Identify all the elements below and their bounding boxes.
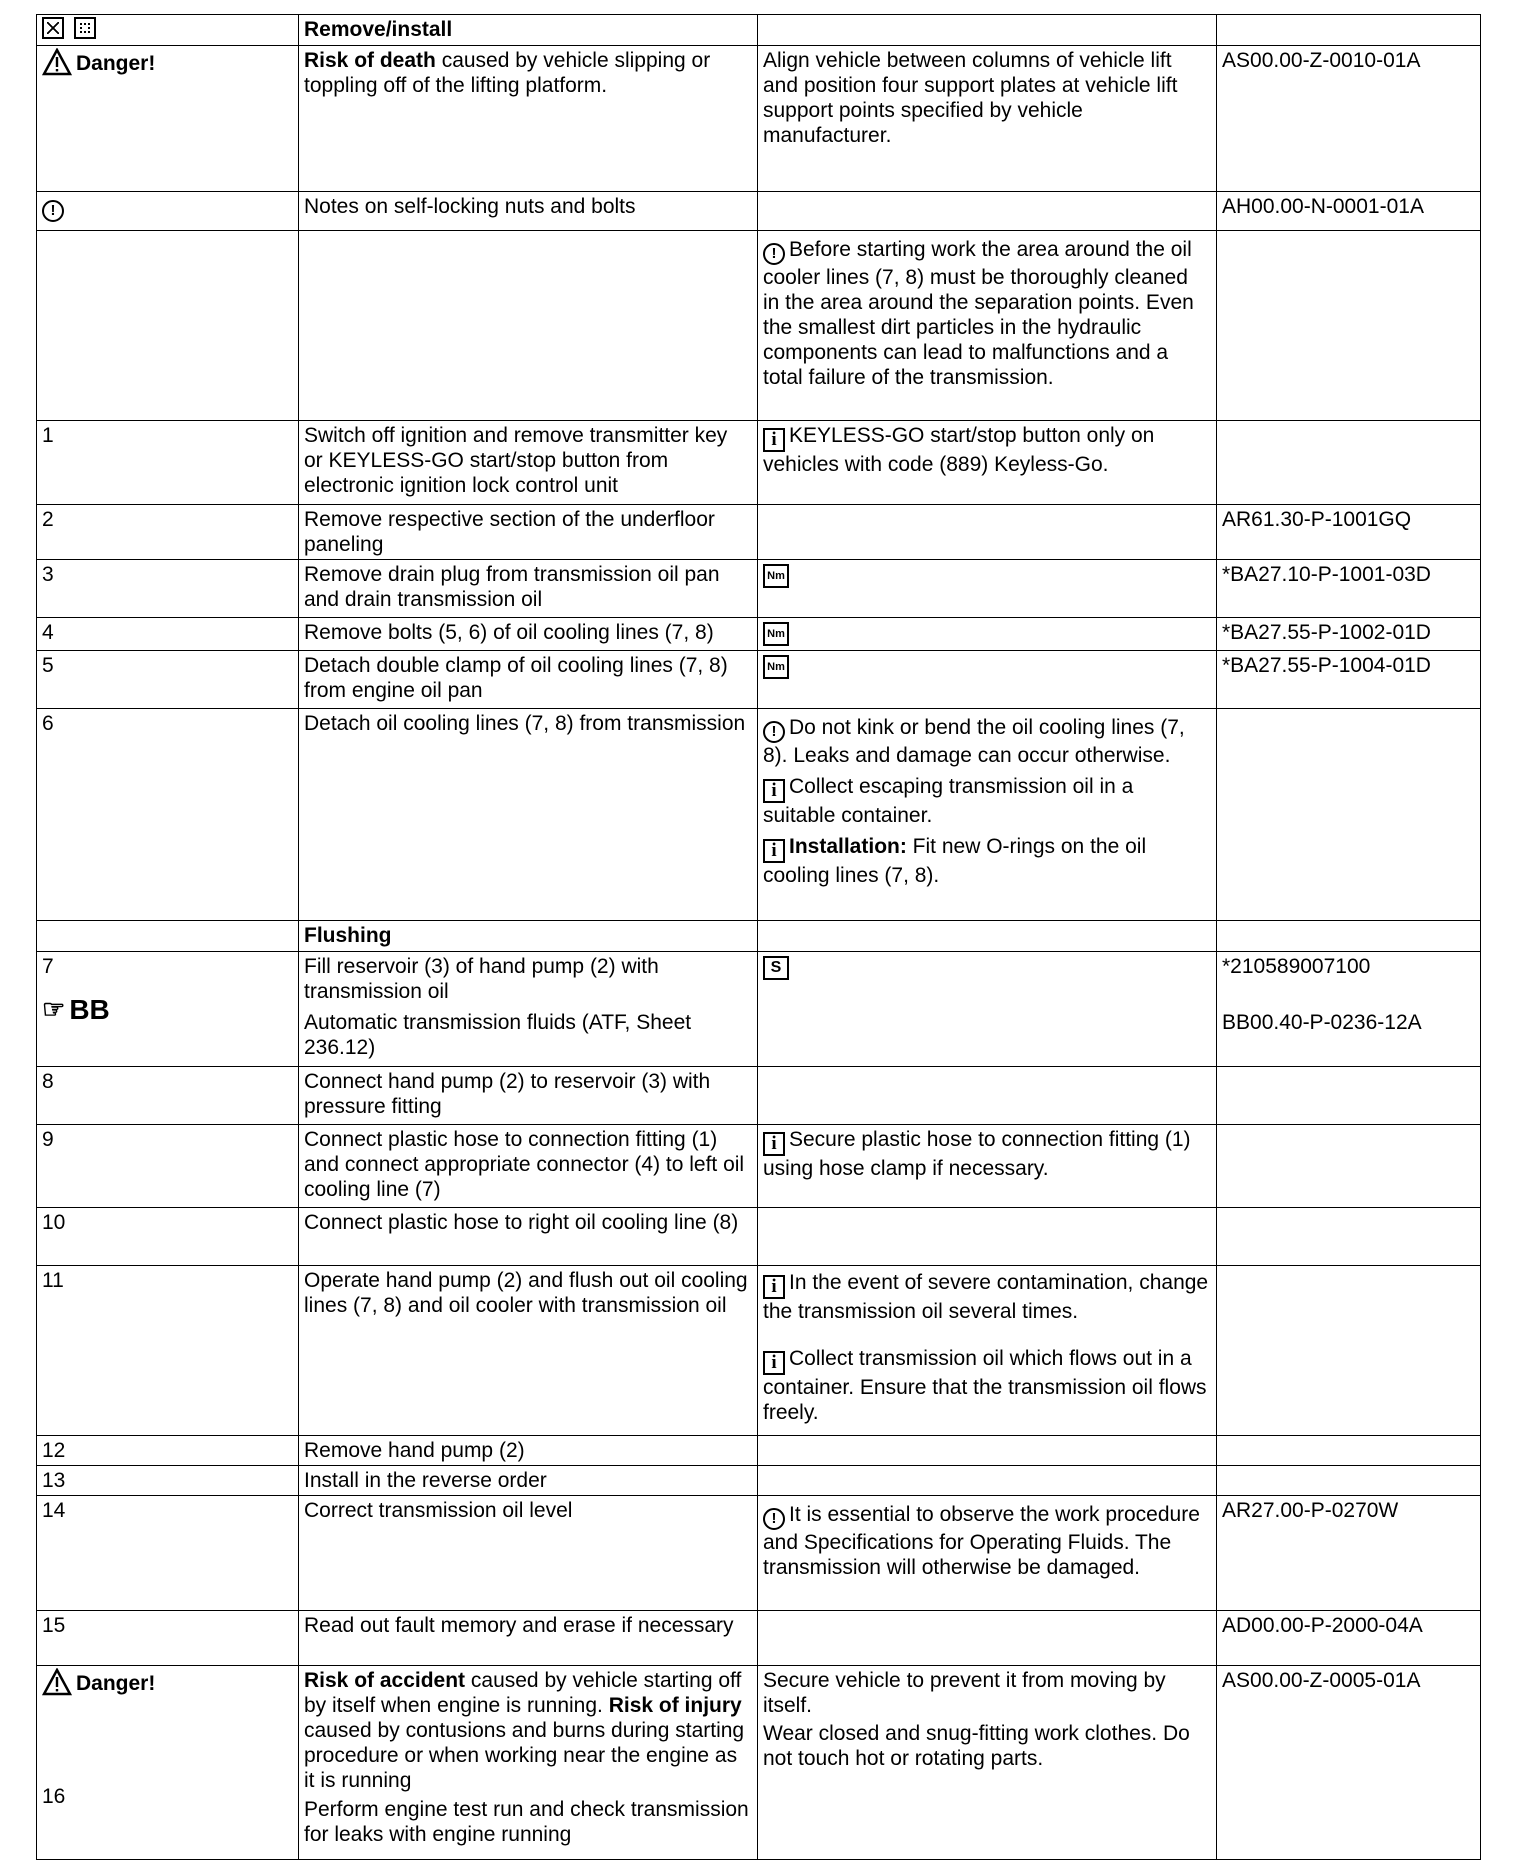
- procedure-table: [36, 14, 1481, 1860]
- step-number: 15: [37, 1611, 299, 1666]
- step-number: 16: [42, 1785, 66, 1808]
- step-number: 1: [37, 421, 299, 505]
- installation-label: Installation:: [789, 835, 907, 858]
- danger-row: [37, 46, 1481, 192]
- note-circle-icon: !: [763, 243, 785, 265]
- step-row: [37, 1125, 1481, 1208]
- warning-triangle-icon: [42, 48, 72, 76]
- step-number: 10: [37, 1208, 299, 1266]
- danger-risk-bold: Risk of injury: [608, 1694, 742, 1717]
- danger-risk-bold: Risk of death: [304, 49, 436, 72]
- step-text: Remove bolts (5, 6) of oil cooling lines (7, 8): [299, 618, 758, 651]
- step-text: Detach oil cooling lines (7, 8) from transmission: [299, 709, 758, 921]
- subheading-row: [37, 921, 1481, 952]
- danger-risk-bold: Risk of accident: [304, 1669, 466, 1692]
- danger-remedy: Secure vehicle to prevent it from moving by itself.: [763, 1669, 1166, 1717]
- bb-reference[interactable]: [42, 994, 110, 1025]
- step-text: Fill reservoir (3) of hand pump (2) with transmission oil: [304, 955, 659, 1003]
- step-number: 2: [37, 505, 299, 560]
- info-i-icon[interactable]: i: [763, 1132, 785, 1156]
- step-number: 5: [37, 651, 299, 709]
- step-number: 12: [37, 1436, 299, 1466]
- reference-link[interactable]: AR27.00-P-0270W: [1217, 1496, 1481, 1611]
- step-note: Collect transmission oil which flows out in a container. Ensure that the transmission oil flows freely.: [763, 1347, 1207, 1424]
- step-text: Remove drain plug from transmission oil pan and drain transmission oil: [299, 560, 758, 618]
- step-row: [37, 505, 1481, 560]
- step-number: 7: [42, 955, 54, 978]
- step-number: 11: [37, 1266, 299, 1436]
- step-number: 8: [37, 1067, 299, 1125]
- torque-nm-icon[interactable]: Nm: [763, 622, 789, 646]
- step-row: [37, 1208, 1481, 1266]
- danger-risk-text: caused by vehicle starting off by itself when engine is running.: [304, 1669, 742, 1717]
- reference-link[interactable]: AS00.00-Z-0010-01A: [1217, 46, 1481, 192]
- step-number: 3: [37, 560, 299, 618]
- reference-link[interactable]: *210589007100: [1222, 955, 1371, 978]
- step-row: [37, 709, 1481, 921]
- step-note: Fit new O-rings on the oil cooling lines (7, 8).: [763, 835, 1147, 887]
- reference-link[interactable]: AR61.30-P-1001GQ: [1217, 505, 1481, 560]
- step-note: Secure plastic hose to connection fitting (1) using hose clamp if necessary.: [763, 1128, 1191, 1180]
- step-row: [37, 1611, 1481, 1666]
- info-i-icon[interactable]: i: [763, 779, 785, 803]
- step-row: [37, 651, 1481, 709]
- step-text: Operate hand pump (2) and flush out oil cooling lines (7, 8) and oil cooler with transmission oil: [299, 1266, 758, 1436]
- info-i-icon[interactable]: i: [763, 428, 785, 452]
- step-note: In the event of severe contamination, change the transmission oil several times.: [763, 1271, 1209, 1323]
- collapse-arrows-icon[interactable]: [74, 17, 96, 39]
- step-row: [37, 421, 1481, 505]
- expand-arrows-icon[interactable]: [42, 17, 64, 39]
- note-circle-icon[interactable]: !: [42, 200, 64, 222]
- step-text: Install in the reverse order: [299, 1466, 758, 1496]
- step-row: [37, 1496, 1481, 1611]
- info-i-icon[interactable]: i: [763, 839, 785, 863]
- pointing-hand-icon: ☞: [42, 994, 66, 1024]
- reference-link[interactable]: AS00.00-Z-0005-01A: [1217, 1666, 1481, 1860]
- table-header-row: [37, 15, 1481, 46]
- step-text: Connect hand pump (2) to reservoir (3) with pressure fitting: [299, 1067, 758, 1125]
- notes-row: [37, 192, 1481, 231]
- step-number: 4: [37, 618, 299, 651]
- danger-label: Danger!: [76, 52, 156, 75]
- step-number: 6: [37, 709, 299, 921]
- step-text: Connect plastic hose to right oil cooling line (8): [299, 1208, 758, 1266]
- section-title: Remove/install: [299, 15, 758, 46]
- notes-text: Notes on self-locking nuts and bolts: [299, 192, 758, 231]
- step-text: Connect plastic hose to connection fitting (1) and connect appropriate connector (4) to left oil cooling line (7): [299, 1125, 758, 1208]
- torque-nm-icon[interactable]: Nm: [763, 655, 789, 679]
- reference-link[interactable]: AH00.00-N-0001-01A: [1217, 192, 1481, 231]
- reference-link[interactable]: AD00.00-P-2000-04A: [1217, 1611, 1481, 1666]
- step-number: 13: [37, 1466, 299, 1496]
- danger-row: [37, 1666, 1481, 1860]
- step-note: Do not kink or bend the oil cooling lines (7, 8). Leaks and damage can occur otherwise.: [763, 716, 1185, 767]
- bb-label: BB: [69, 994, 110, 1025]
- step-row: [37, 1466, 1481, 1496]
- step-note: KEYLESS-GO start/stop button only on vehicles with code (889) Keyless-Go.: [763, 424, 1155, 476]
- flushing-heading: Flushing: [299, 921, 758, 952]
- step-row: [37, 1067, 1481, 1125]
- cleaning-note-text: Before starting work the area around the oil cooler lines (7, 8) must be thoroughly cleaned in the area around the separation points. Even the smallest dirt particles in the hydraulic components can lead to malfunctions and a total failure of the transmission.: [763, 238, 1194, 389]
- reference-link[interactable]: *BA27.55-P-1002-01D: [1217, 618, 1481, 651]
- step-text: Perform engine test run and check transmission for leaks with engine running: [304, 1798, 749, 1846]
- reference-link[interactable]: *BA27.10-P-1001-03D: [1217, 560, 1481, 618]
- step-text: Remove hand pump (2): [299, 1436, 758, 1466]
- note-circle-icon: !: [763, 721, 785, 743]
- step-row: [37, 952, 1481, 1067]
- note-circle-icon: !: [763, 1508, 785, 1530]
- step-text: Detach double clamp of oil cooling lines (7, 8) from engine oil pan: [299, 651, 758, 709]
- info-i-icon[interactable]: i: [763, 1351, 785, 1375]
- danger-risk-text: caused by vehicle slipping or toppling off of the lifting platform.: [304, 49, 711, 97]
- step-number: 14: [37, 1496, 299, 1611]
- danger-label: Danger!: [76, 1672, 156, 1695]
- warning-triangle-icon: [42, 1668, 72, 1696]
- step-text: Remove respective section of the underfloor paneling: [299, 505, 758, 560]
- danger-risk-text: caused by contusions and burns during starting procedure or when working near the engine as it is running: [304, 1719, 745, 1792]
- step-text: Correct transmission oil level: [299, 1496, 758, 1611]
- step-text: Read out fault memory and erase if necessary: [299, 1611, 758, 1666]
- danger-remedy: Align vehicle between columns of vehicle lift and position four support plates at vehicle lift support points specified by vehicle manufacturer.: [758, 46, 1217, 192]
- step-row: [37, 618, 1481, 651]
- step-row: [37, 1436, 1481, 1466]
- bb-text: Automatic transmission fluids (ATF, Sheet 236.12): [304, 1011, 692, 1059]
- step-row: [37, 1266, 1481, 1436]
- step-note: It is essential to observe the work procedure and Specifications for Operating Fluids. The transmission will otherwise be damaged.: [763, 1503, 1200, 1579]
- reference-link[interactable]: *BA27.55-P-1004-01D: [1217, 651, 1481, 709]
- special-tool-icon[interactable]: S: [763, 956, 789, 980]
- step-number: 9: [37, 1125, 299, 1208]
- cleaning-note-row: [37, 231, 1481, 421]
- torque-nm-icon[interactable]: Nm: [763, 564, 789, 588]
- danger-remedy: Wear closed and snug-fitting work clothes. Do not touch hot or rotating parts.: [763, 1722, 1190, 1770]
- step-text: Switch off ignition and remove transmitter key or KEYLESS-GO start/stop button from electronic ignition lock control unit: [299, 421, 758, 505]
- reference-link[interactable]: BB00.40-P-0236-12A: [1222, 1011, 1422, 1034]
- step-note: Collect escaping transmission oil in a suitable container.: [763, 775, 1134, 827]
- step-row: [37, 560, 1481, 618]
- info-i-icon[interactable]: i: [763, 1275, 785, 1299]
